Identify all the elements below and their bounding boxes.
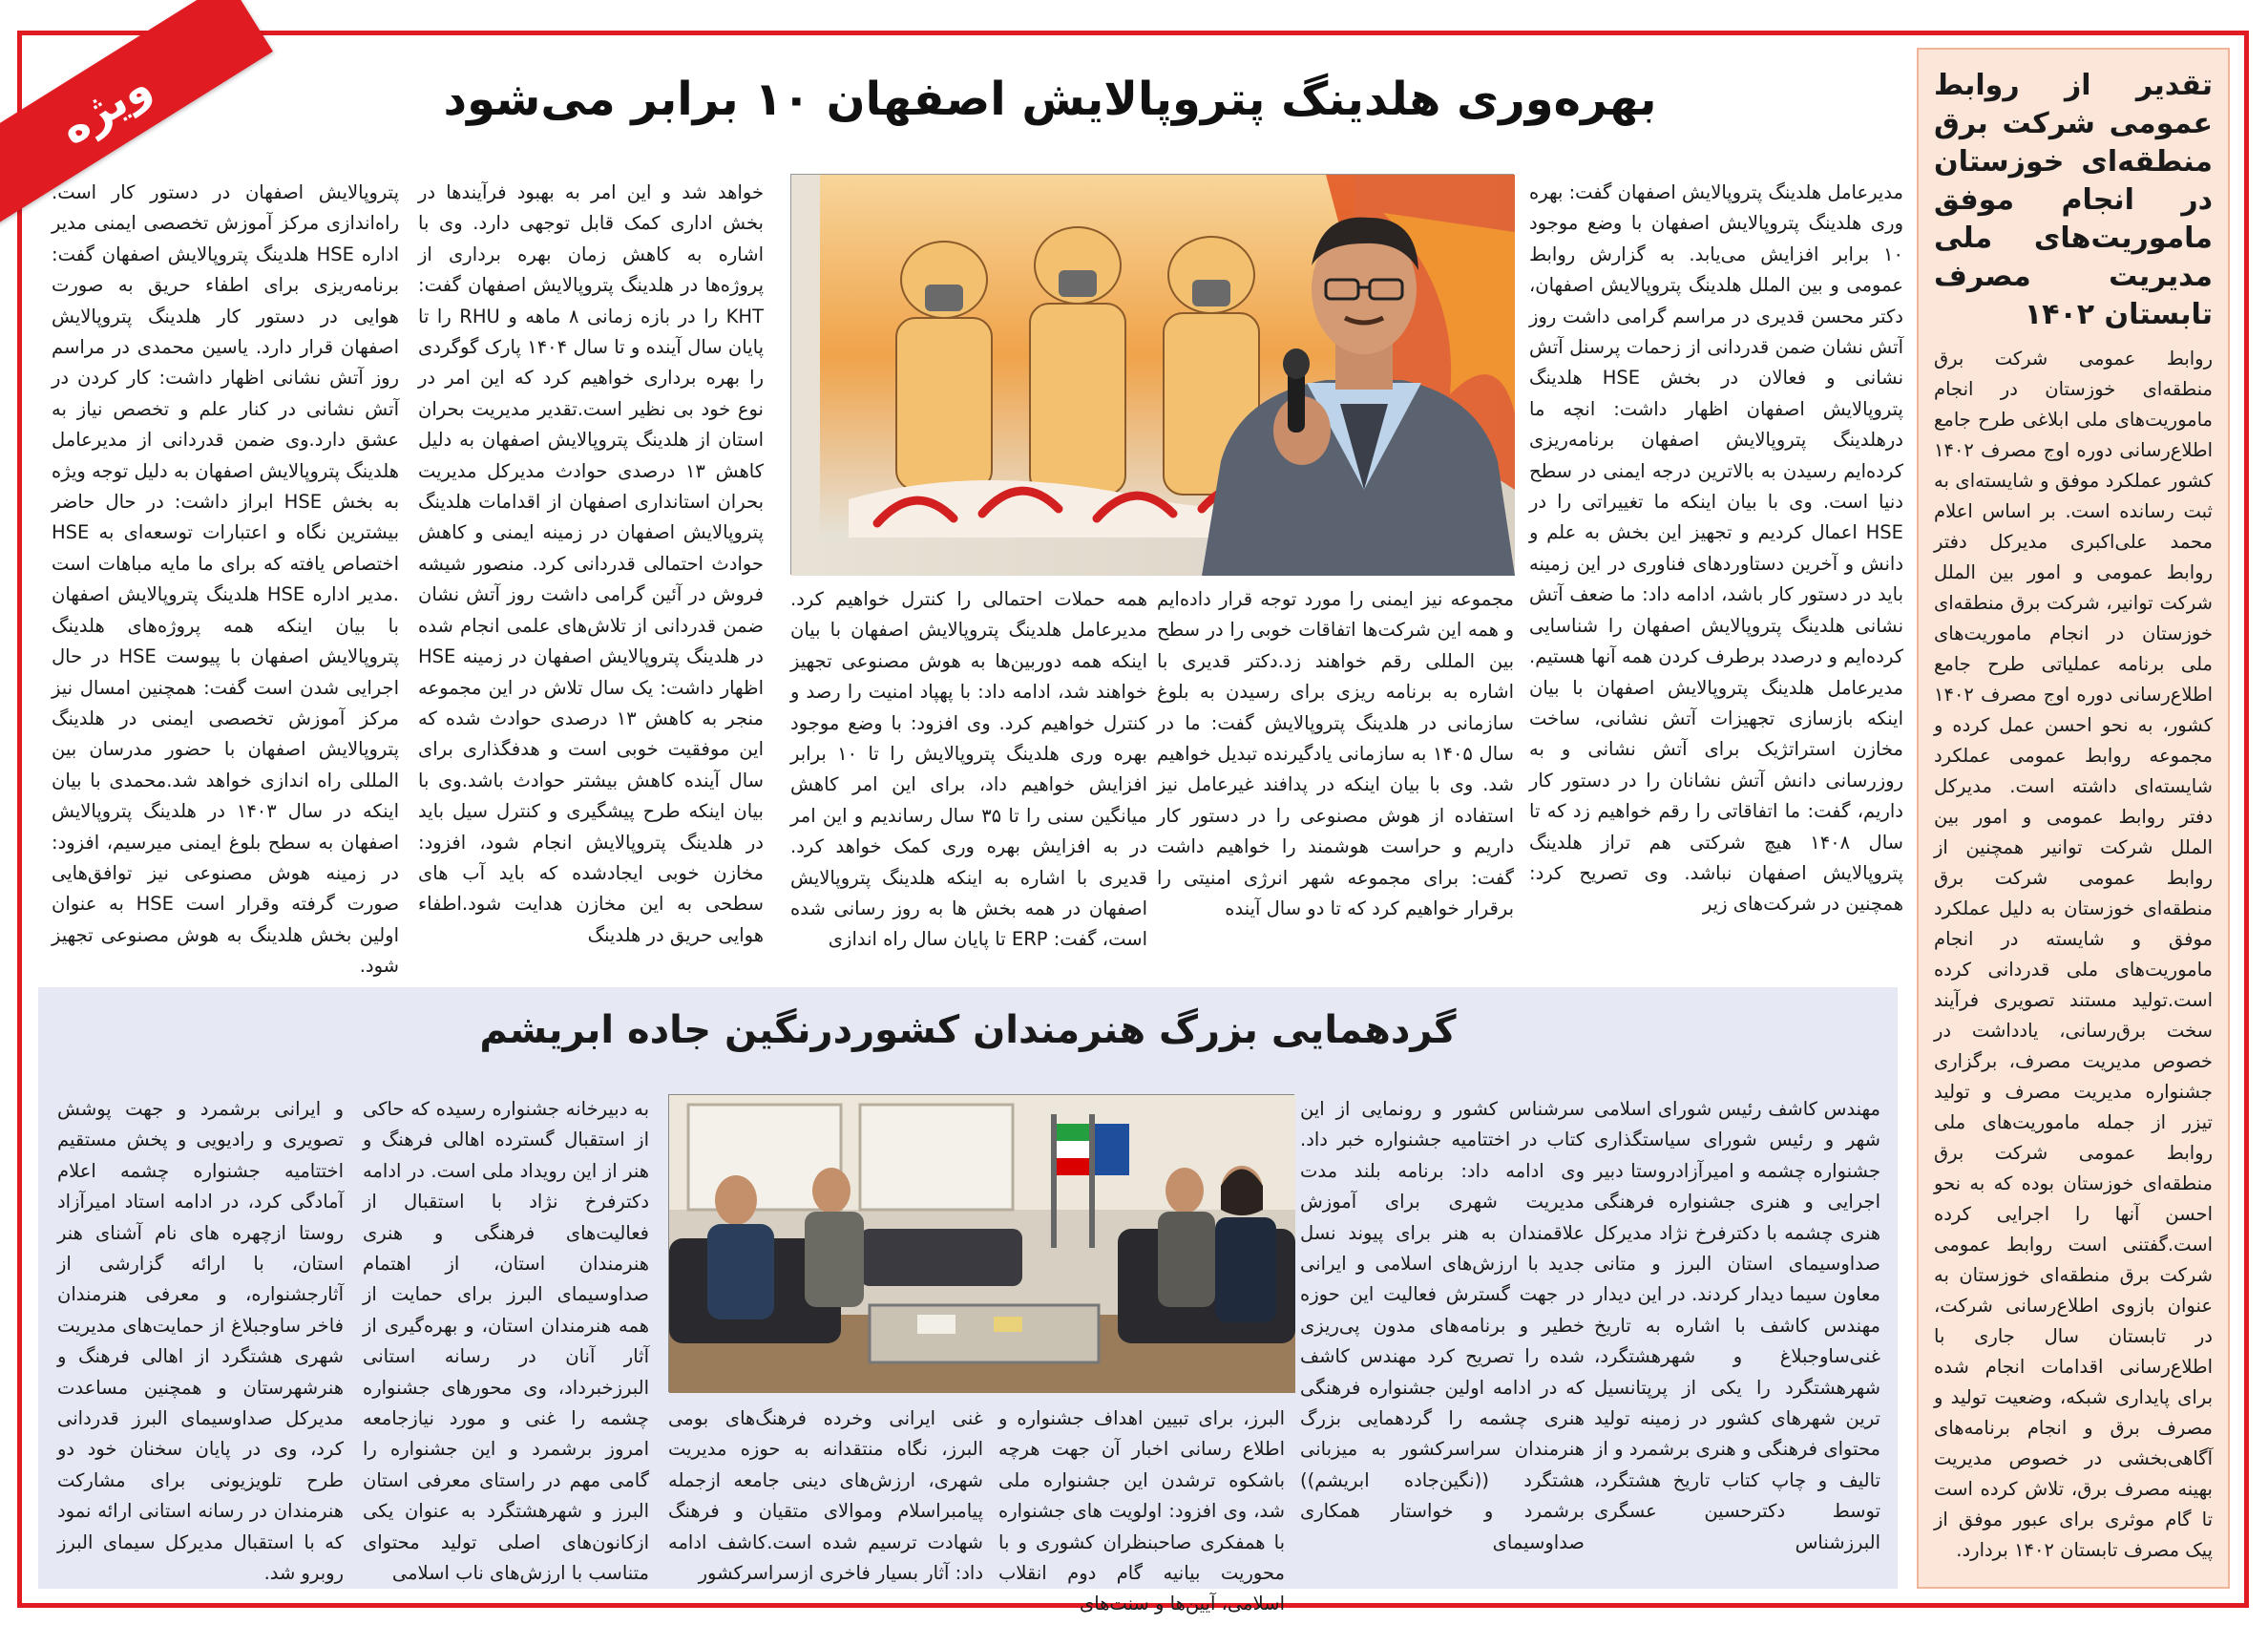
firefighters-photo (790, 174, 1514, 575)
bottom-article-column-4: غنی ایرانی وخرده فرهنگ‌های بومی البرز، نگاه منتقدانه به حوزه مدیریت شهری، ارزش‌های دینی جامعه ازجمله پیامبراسلام وموالای متقیان و فرهنگ شهادت ترسیم شده است.کاشف ادامه داد: آثار بسیار فاخری ازسراسرکشور (668, 1407, 983, 1585)
main-article-column-1: مدیرعامل هلدینگ پتروپالایش اصفهان گفت: بهره وری هلدینگ پتروپالایش اصفهان با وضع موجود ۱۰ برابر افزایش می‌یابد. به گزارش روابط عمومی و بین الملل هلدینگ پتروپالایش اصفهان، دکتر محسن قدیری در مراسم گرامی داشت روز آتش نشان ضمن قدردانی از زحمات پرسنل آتش نشانی و فعالان در بخش HSE هلدینگ پتروپالایش اصفهان اظهار داشت: انچه ما درهلدینگ پتروپالایش اصفهان برنامه‌ریزی کرده‌ایم رسیدن به بالاترین درجه ایمنی در سطح دنیا است. وی با بیان اینکه ما تغییراتی را در HSE اعمال کردیم و تجهیز این بخش به علم و دانش و آخرین دستاوردهای فناوری در این زمینه باید در دستور کار باشد، ادامه داد: ما ضعف آتش نشانی هلدینگ پتروپالایش اصفهان را شناسایی کرده‌ایم و درصدد برطرف کردن همه آنها هستیم. مدیرعامل هلدینگ پتروپالایش اصفهان با بیان اینکه بازسازی تجهیزات آتش نشانی، ساخت مخازن استراتژیک برای آتش نشانی و به روزرسانی دانش آتش نشانان را در دستور کار داریم، گفت: ما اتفاقاتی را رقم خواهیم زد که تا سال ۱۴۰۸ هیچ شرکتی هم تراز هلدینگ پتروپالایش اصفهان نباشد. وی تصریح کرد: همچنین در شرکت‌های زیر (1529, 181, 1903, 916)
bottom-article-column-2: سرشناس کشور و رونمایی از این کتاب در اختتامیه جشنواره خبر داد. وی ادامه داد: برنامه بلند مدت مدیریت شهری برای آموزش علاقمندان به هنر برای پیوند نسل جدید با ارزش‌های اسلامی و ایرانی در جهت گسترش فعالیت این حوزه خطیر و برنامه‌های مدون پی‌ریزی شده را تصریح کرد مهندس کاشف که در ادامه اولین جشنواره فرهنگی هنری چشمه را گردهمایی بزرگ هنرمندان سراسرکشور به میزبانی هشتگرد ((نگین‌جاده ابریشم)) برشمرد و خواستار همکاری صداوسیمای (1300, 1098, 1585, 1553)
special-ribbon (0, 15, 220, 192)
main-article-column-5: پتروپالایش اصفهان در دستور کار است. راه‌اندازی مرکز آموزش تخصصی ایمنی مدیر اداره HSE هلدینگ پتروپالایش اصفهان گفت: برنامه‌ریزی برای اطفاء حریق به صورت هوایی در دستور کار هلدینگ پتروپالایش اصفهان قرار دارد. یاسین محمدی در مراسم روز آتش نشانی اظهار داشت: کار کردن در آتش نشانی در کنار علم و تخصص نیاز به عشق دارد.وی ضمن قدردانی از مدیرعامل هلدینگ پتروپالایش اصفهان به دلیل توجه ویژه به بخش HSE ابراز داشت: در حال حاضر بیشترین نگاه و اعتبارات توسعه‌ای به HSE اختصاص یافته که برای ما مایه مباهات است .مدیر اداره HSE هلدینگ پتروپالایش اصفهان با بیان اینکه همه پروژه‌های هلدینگ پتروپالایش اصفهان با پیوست HSE در حال اجرایی شدن است گفت: همچنین امسال نیز مرکز آموزش تخصصی ایمنی در هلدینگ پتروپالایش اصفهان با حضور مدرسان بین المللی راه اندازی خواهد شد.محمدی با بیان اینکه در سال ۱۴۰۳ در هلدینگ پتروپالایش اصفهان به سطح بلوغ ایمنی میرسیم، افزود: در زمینه هوش مصنوعی نیز توافق‌هایی صورت گرفته وقرار است HSE به عنوان اولین بخش هلدینگ به هوش مصنوعی تجهیز شود. (52, 181, 400, 978)
bottom-article-column-3: البرز، برای تبیین اهداف جشنواره و اطلاع رسانی اخبار آن جهت هرچه باشکوه ترشدن این جشنواره ملی شد، وی افزود: اولویت های جشنواره با همفکری صاحبنظران کشوری و با محوریت بیانیه گام دوم انقلاب اسلامی، آیین‌ها و سنت‌های (998, 1407, 1285, 1615)
sidebar-article (1917, 48, 2230, 1589)
main-article-column-2: مجموعه نیز ایمنی را مورد توجه قرار داده‌ایم و همه این شرکت‌ها اتفاقات خوبی را در سطح بین المللی رقم خواهند زد.دکتر قدیری با اشاره به برنامه ریزی برای رسیدن به بلوغ سازمانی در هلدینگ پتروپالایش گفت: ما در سال ۱۴۰۵ به سازمانی یادگیرنده تبدیل خواهیم شد. وی با بیان اینکه در پدافند غیرعامل نیز استفاده از هوش مصنوعی را در دستور کار داریم و حراست هوشمند را خواهیم داشت گفت: برای مجموعه شهر انرژی امنیتی را برقرار خواهیم کرد که تا دو سال آینده (1157, 588, 1514, 920)
bottom-article-column-1: مهندس کاشف رئیس شورای اسلامی شهر و رئیس شورای سیاستگذاری جشنواره چشمه و امیرآزادروستا دبیر اجرایی و هنری جشنواره فرهنگی هنری چشمه با دکترفرخ نژاد مدیرکل صداوسیمای استان البرز و متانی معاون سیما دیدار کردند. در این دیدار مهندس کاشف با اشاره به تاریخ غنی‌ساوجبلاغ و شهرهشتگرد، شهرهشتگرد را یکی از پرپتانسیل ترین شهرهای کشور در زمینه تولید محتوای فرهنگی و هنری برشمرد و از تالیف و چاپ کتاب تاریخ هشتگرد، توسط دکترحسین عسگری البرزشناس (1594, 1098, 1880, 1553)
main-article-title: بهره‌وری هلدینگ پتروپالایش اصفهان ۱۰ برابر می‌شود (443, 73, 1657, 126)
sidebar-body: روابط عمومی شرکت برق منطقه‌ای خوزستان در انجام ماموریت‌های ملی ابلاغی طرح جامع اطلاع‌رسانی دوره اوج مصرف ۱۴۰۲ کشور عملکرد موفق و شایسته‌ای به ثبت رسانده است. بر اساس اعلام محمد علی‌اکبری مدیرکل دفتر روابط عمومی و امور بین الملل شرکت توانیر، شرکت برق منطقه‌ای خوزستان در انجام ماموریت‌های ملی برنامه عملیاتی طرح جامع اطلاع‌رسانی دوره اوج مصرف ۱۴۰۲ کشور، به نحو احسن عمل کرده و مجموعه روابط عمومی عملکرد شایسته‌ای داشته است. مدیرکل دفتر روابط عمومی و امور بین الملل شرکت توانیر همچنین از روابط عمومی شرکت برق منطقه‌ای خوزستان به دلیل عملکرد موفق و شایسته در انجام ماموریت‌های ملی قدردانی کرده است.تولید مستند تصویری فرآیند سخت برق‌رسانی، یادداشت در خصوص مدیریت مصرف، برگزاری جشنواره مدیریت مصرف و تولید تیزر از جمله ماموریت‌های ملی روابط عمومی شرکت برق منطقه‌ای خوزستان بوده که به نحو احسن آنها را اجرایی کرده است.گفتنی است روابط عمومی شرکت برق منطقه‌ای خوزستان به عنوان بازوی اطلاع‌رسانی شرکت، در تابستان سال جاری با اطلاع‌رسانی اقدامات انجام شده برای پایداری شبکه، وضعیت تولید و مصرف برق و انجام برنامه‌های آگاهی‌بخشی در خصوص مدیریت بهینه مصرف برق، تلاش کرده است تا گام موثری برای عبور موفق از پیک مصرف تابستان ۱۴۰۲ بردارد. (1934, 348, 2213, 1561)
bottom-article-title: گردهمایی بزرگ هنرمندان کشوردرنگین جاده ابریشم (479, 1008, 1457, 1052)
sidebar-title: تقدیر از روابط عمومی شرکت برق منطقه‌ای خوزستان در انجام موفق ماموریت‌های ملی مدیریت مصرف تابستان ۱۴۰۲ (1934, 69, 2213, 331)
main-article-column-4: خواهد شد و این امر به بهبود فرآیندها در بخش اداری کمک قابل توجهی دارد. وی با اشاره به کاهش زمان بهره برداری از پروژه‌ها در هلدینگ پتروپالایش اصفهان گفت: KHT را در بازه زمانی ۸ ماهه و RHU را تا پایان سال آینده و تا سال ۱۴۰۴ پارک گوگردی را بهره برداری خواهیم کرد که این امر در نوع خود بی نظیر است.تقدیر مدیریت بحران استان از هلدینگ پتروپالایش اصفهان به دلیل کاهش ۱۳ درصدی حوادث مدیرکل مدیریت بحران استانداری اصفهان از اقدامات هلدینگ پتروپالایش اصفهان در زمینه ایمنی و کاهش حوادث احتمالی قدردانی کرد. منصور شیشه فروش در آئین گرامی داشت روز آتش نشان ضمن قدردانی از تلاش‌های علمی انجام شده در هلدینگ پتروپالایش اصفهان در زمینه HSE اظهار داشت: یک سال تلاش در این مجموعه منجر به کاهش ۱۳ درصدی حوادث شده که این موفقیت خوبی است و هدفگذاری برای سال آینده کاهش بیشتر حوادث باشد.وی با بیان اینکه طرح پیشگیری و کنترل سیل باید در هلدینگ پتروپالایش انجام شود، افزود: مخازن خوبی ایجادشده که باید آب های سطحی به این مخازن هدایت شود.اطفاء هوایی حریق در هلدینگ (418, 181, 764, 946)
main-article-column-3: همه حملات احتمالی را کنترل خواهیم کرد. مدیرعامل هلدینگ پتروپالایش اصفهان با بیان اینکه همه دوربین‌ها به هوش مصنوعی تجهیز خواهند شد، ادامه داد: با پهپاد امنیت را رصد و کنترل خواهیم کرد. وی افزود: با وضع موجود بهره وری هلدینگ پتروپالایش را تا ۱۰ برابر افزایش خواهیم داد، برای این امر کاهش میانگین سنی را تا ۳۵ سال رساندیم و این امر در به افزایش بهره وری کمک خواهد کرد. قدیری با اشاره به اینکه هلدینگ پتروپالایش اصفهان در همه بخش ها به روز رسانی شده است، گفت: ERP تا پایان سال راه اندازی (790, 588, 1148, 951)
ribbon-label: ویژه (50, 59, 160, 155)
meeting-photo (668, 1094, 1294, 1392)
bottom-article-column-6: و ایرانی برشمرد و جهت پوشش تصویری و رادیویی و پخش مستقیم اختتامیه جشنواره چشمه اعلام آمادگی کرد، در ادامه استاد امیرآزاد روستا ازچهره های نام آشنای هنر استان، با ارائه گزارشی از آثارجشنواره، و معرفی هنرمندان فاخر ساوجبلاغ از حمایت‌های مدیریت شهری هشتگرد از اهالی فرهنگ و هنرشهرستان و همچنین مساعدت مدیرکل صداوسیمای البرز قدردانی کرد، وی در پایان سخنان خود دو طرح تلویزیونی برای مشارکت هنرمندان در رسانه استانی ارائه نمود که با استقبال مدیرکل سیمای البرز روبرو شد. (57, 1098, 344, 1585)
bottom-article-column-5: به دبیرخانه جشنواره رسیده که حاکی از استقبال گسترده اهالی فرهنگ و هنر از این رویداد ملی است. در ادامه دکترفرخ نژاد با استقبال از فعالیت‌های فرهنگی و هنری هنرمندان استان، از اهتمام صداوسیمای البرز برای حمایت از همه هنرمندان استان، و بهره‌گیری از آثار آنان در رسانه استانی البرزخبرداد، وی محورهای جشنواره چشمه را غنی و مورد نیازجامعه امروز برشمرد و این جشنواره را گامی مهم در راستای معرفی استان البرز و شهرهشتگرد به عنوان یکی ازکانون‌های اصلی تولید محتوای متناسب با ارزش‌های ناب اسلامی (363, 1098, 649, 1585)
bottom-article-panel (38, 987, 1898, 1615)
